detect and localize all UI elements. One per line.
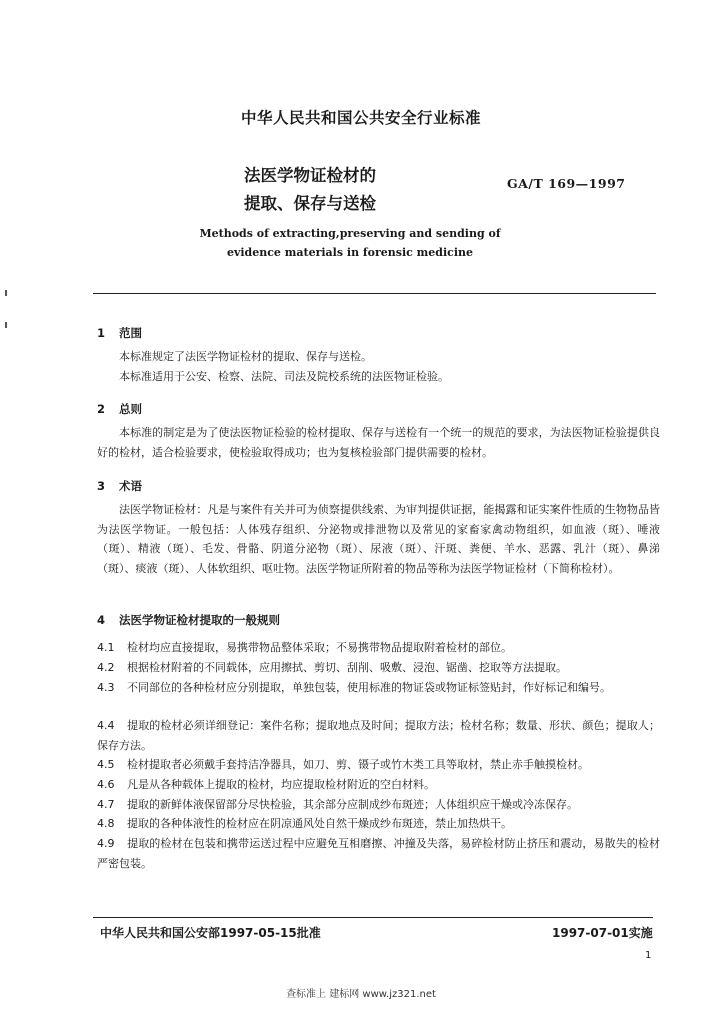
section-3-heading — [97, 478, 142, 494]
scan-mark — [5, 290, 7, 296]
implementation-date: 1997-07-01实施 — [552, 926, 653, 940]
clause-number: 4.7 — [97, 798, 115, 811]
clause-text: 不同部位的各种检材应分别提取，单独包装，使用标准的物证袋或物证标签贴封，作好标记和编号。 — [127, 681, 611, 694]
clause-4-7 — [97, 795, 660, 815]
approval-statement: 中华人民共和国公安部1997-05-15批准 — [100, 926, 321, 940]
clause-text: 提取的检材必须详细登记：案件名称；提取地点及时间；提取方法；检材名称；数量、形状、颜色；提取人；保存方法。 — [97, 719, 660, 752]
paragraph-text: 法医学物证检材：凡是与案件有关并可为侦察提供线索、为审判提供证据，能揭露和证实案件性质的生物物品皆为法医学物证。一般包括：人体残存组织、分泌物或排泄物以及常见的家畜家禽动物组织，如血液（斑）、唾液（斑）、精液（斑）、毛发、骨骼、阴道分泌物（斑）、尿液（斑）、汗斑、粪便、羊水、恶露、乳汁（斑）、鼻涕（斑）、痰液（斑）、人体软组织、呕吐物。法医学物证所附着的物品等称为法医学物证检材（下简称检材）。 — [97, 503, 660, 575]
clause-number: 4.6 — [97, 778, 115, 791]
clause-4-1 — [97, 638, 660, 658]
page-number: 1 — [645, 950, 652, 961]
section-number: 1 — [97, 326, 106, 340]
section-4-heading — [97, 612, 280, 628]
clause-number: 4.3 — [97, 681, 115, 694]
section-2-paragraph-1 — [97, 423, 660, 462]
section-1-paragraph-1 — [97, 347, 660, 367]
clause-4-3 — [97, 678, 660, 698]
paragraph-text: 本标准的制定是为了使法医物证检验的检材提取、保存与送检有一个统一的规范的要求，为法医物证检验提供良好的检材，适合检验要求，使检验取得成功；也为复核检验部门提供需要的检材。 — [97, 426, 660, 459]
clause-4-6 — [97, 775, 660, 795]
document-title-line-1: 法医学物证检材的 — [244, 166, 376, 185]
clause-number: 4.5 — [97, 758, 115, 771]
section-title: 范围 — [119, 326, 142, 340]
section-title: 法医学物证检材提取的一般规则 — [119, 613, 280, 627]
clause-4-2 — [97, 658, 660, 678]
website-watermark: 查标准上 建标网 www.jz321.net — [286, 989, 436, 1000]
standard-organization-heading: 中华人民共和国公共安全行业标准 — [240, 109, 481, 127]
clause-number: 4.1 — [97, 641, 115, 654]
section-title: 总则 — [119, 402, 142, 416]
section-title: 术语 — [119, 479, 142, 493]
clause-number: 4.8 — [97, 817, 115, 830]
section-number: 2 — [97, 402, 106, 416]
clause-number: 4.9 — [97, 837, 115, 850]
top-divider — [93, 293, 656, 294]
bottom-divider — [93, 917, 653, 918]
clause-text: 提取的新鲜体液保留部分尽快检验，其余部分应制成纱布斑迹；人体组织应干燥或冷冻保存。 — [127, 798, 578, 811]
scan-mark — [5, 322, 7, 328]
clause-4-9 — [97, 834, 660, 873]
clause-number: 4.2 — [97, 661, 115, 674]
clause-text: 根据检材附着的不同载体，应用擦拭、剪切、刮削、吸敷、浸泡、锯凿、挖取等方法提取。 — [127, 661, 567, 674]
clause-4-4 — [97, 716, 660, 755]
clause-number: 4.4 — [97, 719, 115, 732]
clause-text: 提取的各种体液性的检材应在阴凉通风处自然干燥成纱布斑迹，禁止加热烘干。 — [127, 817, 512, 830]
clause-4-5 — [97, 755, 660, 775]
clause-text: 检材均应直接提取，易携带物品整体采取；不易携带物品提取附着检材的部位。 — [127, 641, 512, 654]
english-title-line-2: evidence materials in forensic medicine — [226, 246, 474, 259]
clause-4-8 — [97, 814, 660, 834]
paragraph-text: 本标准适用于公安、检察、法院、司法及院校系统的法医物证检验。 — [119, 370, 449, 383]
clause-text: 检材提取者必须戴手套持洁净器具，如刀、剪、镊子或竹木类工具等取材，禁止赤手触摸检材。 — [127, 758, 589, 771]
english-title-line-1: Methods of extracting,preserving and sending of — [199, 227, 501, 240]
clause-text: 凡是从各种载体上提取的检材，均应提取检材附近的空白材料。 — [127, 778, 435, 791]
clause-text: 提取的检材在包装和携带运送过程中应避免互相磨擦、冲撞及失落，易碎检材防止挤压和震动，易散失的检材严密包装。 — [97, 837, 660, 870]
section-number: 3 — [97, 479, 106, 493]
section-1-heading — [97, 325, 142, 341]
paragraph-text: 本标准规定了法医学物证检材的提取、保存与送检。 — [119, 350, 372, 363]
section-3-paragraph-1 — [97, 500, 660, 578]
document-title-line-2: 提取、保存与送检 — [244, 194, 376, 213]
section-2-heading — [97, 401, 142, 417]
section-1-paragraph-2 — [97, 367, 660, 387]
section-number: 4 — [97, 613, 106, 627]
standard-code: GA/T 169—1997 — [507, 176, 626, 191]
